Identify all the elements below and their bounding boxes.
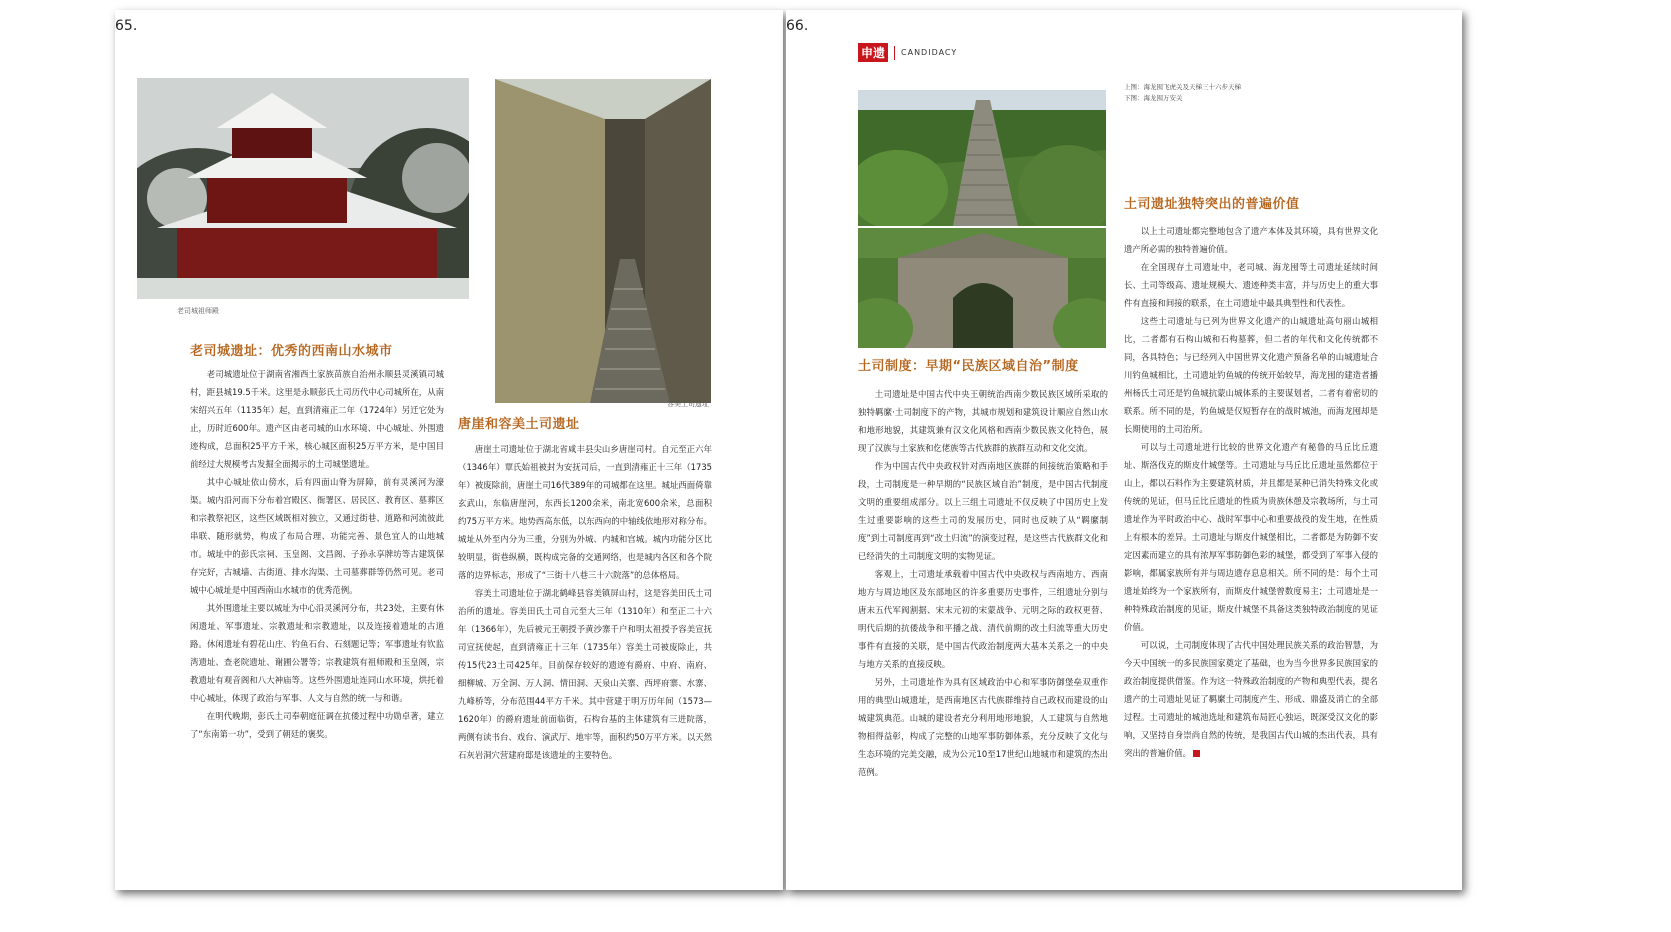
paragraph <box>1124 636 1378 762</box>
paragraph: 这些土司遗址与已列为世界文化遗产的山城遗址高句丽山城相比，二者都有石构山城和石构墓葬，但二者的年代和文化传统都不同，各具特色；与已经列入中国世界文化遗产预备名单的山城遗址合川钓鱼城相比，土司遗址钓鱼城的传统开始较早，海龙囤的建造者播州杨氏土司还是钓鱼城抗蒙山城体系的主要谋划者，二者有着密切的联系。所不同的是，钓鱼城是仅短暂存在的战时城池，而海龙囤却是长期使用的土司治所。 <box>1124 316 1378 434</box>
photo-caption-bottom: 下图：海龙囤万安关 <box>1124 94 1183 102</box>
page-number-left: 65. <box>115 18 138 34</box>
paragraph: 容美土司遗址位于湖北鹤峰县容美镇屏山村，这是容美田氏土司治所的遗址。容美田氏土司自元至大三年（1310年）和至正二十六年（1366年），先后被元王朝授予黄沙寨千户和明太祖授予容美宣抚司宣抚使起，直到清雍正十三年（1735年）容美土司被废除止，共传15代23土司425年。目前保存较好的遗迹有爵府、中府、南府、细柳城、万全洞、万人洞、情田洞、天泉山关寨、西坪府寨、水寨、九峰桥等，分布范围44平方千米。其中营建于明万历年间（1573—1620年）的爵府遗址前面临街，石构台基的主体建筑有三进院落，两侧有读书台、戏台、演武厅、地牢等，面积约50万平方米。以天然石灰岩洞穴营建府邸是该遗址的主要特色。 <box>458 588 712 760</box>
photo-caption-top: 上图：海龙囤飞虎关及天梯三十六步天梯 <box>1124 83 1241 91</box>
torn-edge <box>786 820 1462 890</box>
section-heading-universal-value: 土司遗址独特突出的普遍价值 <box>1124 197 1300 212</box>
section-body-tusi-system <box>858 385 1108 781</box>
photo-temple-snow <box>137 78 469 299</box>
paragraph: 以上土司遗址都完整地包含了遗产本体及其环境，具有世界文化遗产所必需的独特普遍价值。 <box>1124 226 1378 254</box>
paragraph: 作为中国古代中央政权针对西南地区族群的间接统治策略和手段，土司制度是一种早期的“民族区域自治”制度，是中国古代制度文明的重要组成部分。以上三组土司遗址不仅反映了中国历史上发生过重要影响的这些土司的发展历史，同时也反映了从“羁縻制度”到土司制度再到“改土归流”的演变过程，是这些古代族群文化和已经消失的土司制度文明的实物见证。 <box>858 461 1108 561</box>
brand-separator <box>894 46 895 60</box>
section-heading-tusi-system: 土司制度：早期“民族区域自治”制度 <box>858 359 1079 374</box>
paragraph: 唐崖土司遗址位于湖北省咸丰县尖山乡唐崖司村。自元至正六年（1346年）覃氏始祖被封为安抚司后，一直到清雍正十三年（1735年）被废除前，唐崖土司16代389年的司城都在这里。城址西面倚靠玄武山，东临唐崖河，东西长1200余米，南北宽600余米，总面积约75万平方米。地势西高东低，以东西向的中轴线依地形对称分布。城址从外至内分为三重，分别为外城、内城和宫城。城内功能分区比较明显，街巷纵横，既构成完备的交通网络，也是城内各区和各个院落的边界标志，形成了“三街十八巷三十六院落”的总体格局。 <box>458 444 712 580</box>
photo-alley-wall <box>495 79 711 403</box>
paragraph: 另外，土司遗址作为具有区域政治中心和军事防御堡垒双重作用的典型山城遗址，是西南地区古代族群维持自己政权而建设的山城建筑典范。山城的建设者充分利用地形地貌，人工建筑与自然地物相得益彰，构成了完整的山地军事防御体系，充分反映了文化与生态环境的完美交融，成为公元10至17世纪山地城市和建筑的杰出范例。 <box>858 677 1108 777</box>
paragraph: 在明代晚期，彭氏土司奉朝庭征调在抗倭过程中功勋卓著，建立了“东南第一功”，受到了朝廷的褒奖。 <box>190 711 444 739</box>
photo-stone-gate <box>858 228 1106 348</box>
paragraph: 老司城遗址位于湖南省湘西土家族苗族自治州永顺县灵溪镇司城村，距县城19.5千米。这里是永顺彭氏土司历代中心司城所在，从南宋绍兴五年（1135年）起，直到清雍正二年（1724年）另迁它处为止，历时近600年。遗产区由老司城的山水环境、中心城址、外围遗迹构成，总面积25平方千米，核心城区面积25万平方米，是中国目前经过大规模考古发掘全面揭示的土司城堡遗址。 <box>190 369 444 469</box>
paragraph-text: 可以说，土司制度体现了古代中国处理民族关系的政治智慧，为今天中国统一的多民族国家奠定了基础，也为当今世界多民族国家的政治制度提供借鉴。作为这一特殊政治制度的产物和典型代表，提名遗产的土司遗址见证了羁縻土司制度产生、形成、鼎盛及消亡的全部过程。土司遗址的城池选址和建筑布局匠心独运，既深受汉文化的影响，又坚持自身崇尚自然的传统，是我国古代山城的杰出代表，具有突出的普遍价值。 <box>1124 640 1378 758</box>
section-body-tangya <box>458 440 712 764</box>
paragraph: 其外围遗址主要以城址为中心沿灵溪河分布，共23处，主要有休闲遗址、军事遗址、宗教遗址和宗教遗址，以及连接着遗址的古道路。休闲遗址有碧花山庄、钓鱼石台、石刻题记等；军事遗址有钦监湾遗址、查老院遗址、谢圃公署等；宗教建筑有祖师殿和玉皇阁，宗教遗址有观音阁和八大神庙等。这些外围遗址连同山水环境，烘托着中心城址，体现了政治与军事、人文与自然的统一与和谐。 <box>190 603 444 703</box>
right-page <box>786 10 1462 890</box>
paragraph: 土司遗址是中国古代中央王朝统治西南少数民族区域所采取的独特羁縻·土司制度下的产物，其城市规划和建筑设计顺应自然山水和地形地貌，其建筑兼有汉文化风格和西南少数民族文化特色，展现了汉族与土家族和仡佬族等古代族群的族群互动和文化交流。 <box>858 389 1108 453</box>
photo1-caption: 老司城祖师殿 <box>177 307 219 315</box>
end-mark-icon <box>1193 750 1200 757</box>
paragraph: 可以与土司遗址进行比较的世界文化遗产有秘鲁的马丘比丘遗址、斯洛伐克的斯皮什城堡等。土司遗址与马丘比丘遗址虽然都位于山上，都以石料作为主要建筑材质，并且都是某种已消失特殊文化或传统的见证，但马丘比丘遗址的性质为贵族休憩及宗教场所，与土司遗址作为平时政治中心、战时军事中心和重要战役的发生地，在性质上有根本的差异。土司遗址与斯皮什城堡相比，二者都是为防御不安定因素而建立的具有浓厚军事防御色彩的城堡，都受到了军事入侵的影响，都属家族所有并与周边遗存息息相关。所不同的是：每个土司遗址始终为一个家族所有，而斯皮什城堡曾数度易主；土司遗址是一种特殊政治制度的见证，斯皮什城堡不具备这类独特政治制度的见证价值。 <box>1124 442 1378 632</box>
photo-stone-stairs <box>858 90 1106 226</box>
section-brand <box>858 43 957 62</box>
torn-edge <box>115 820 783 890</box>
photo-captions <box>1124 82 1241 104</box>
paragraph: 在全国现存土司遗址中，老司城、海龙囤等土司遗址延续时间长、土司等级高、遗址规模大、遗迹种类丰富，并与历史上的重大事件有直接和间接的联系，在土司遗址中最具典型性和代表性。 <box>1124 262 1378 308</box>
section-body-universal-value <box>1124 222 1378 762</box>
section-heading-laosicheng: 老司城遗址：优秀的西南山水城市 <box>190 344 393 359</box>
photo2-caption: 容美土司遗址 <box>667 400 709 408</box>
page-number-right: 66. <box>786 18 809 34</box>
paragraph: 客观上，土司遗址承载着中国古代中央政权与西南地方、西南地方与周边地区及东部地区的许多重要历史事件，三组遗址分别与唐末五代军阀割据、宋末元初的宋蒙战争、元明之际的政权更替、明代后期的抗倭战争和平播之战、清代前期的改土归流等重大历史事件有直接的关联，是中国古代政治制度两大基本关系之一的中央与地方关系的直接反映。 <box>858 569 1108 669</box>
paragraph: 其中心城址依山傍水，后有四面山脊为屏障，前有灵溪河为濠渠。城内沿河而下分布着宫殿区、衙署区、居民区、教育区、墓葬区和宗教祭祀区，这些区域既相对独立，又通过街巷、道路和河流彼此串联、随形就势，构成了布局合理、功能完善、景色宜人的山地城市。城址中的彭氏宗祠、玉皇阁、文昌阁、子孙永享牌坊等古建筑保存完好，古城墙、古街道、排水沟渠、土司墓葬群等仍然可见。老司城中心城址是中国西南山水城市的优秀范例。 <box>190 477 444 595</box>
brand-mark: 申遗 <box>858 43 888 62</box>
section-body-laosicheng <box>190 365 444 743</box>
section-heading-tangya: 唐崖和容美土司遗址 <box>458 417 580 432</box>
brand-text: CANDIDACY <box>901 48 958 57</box>
left-page <box>115 10 783 890</box>
